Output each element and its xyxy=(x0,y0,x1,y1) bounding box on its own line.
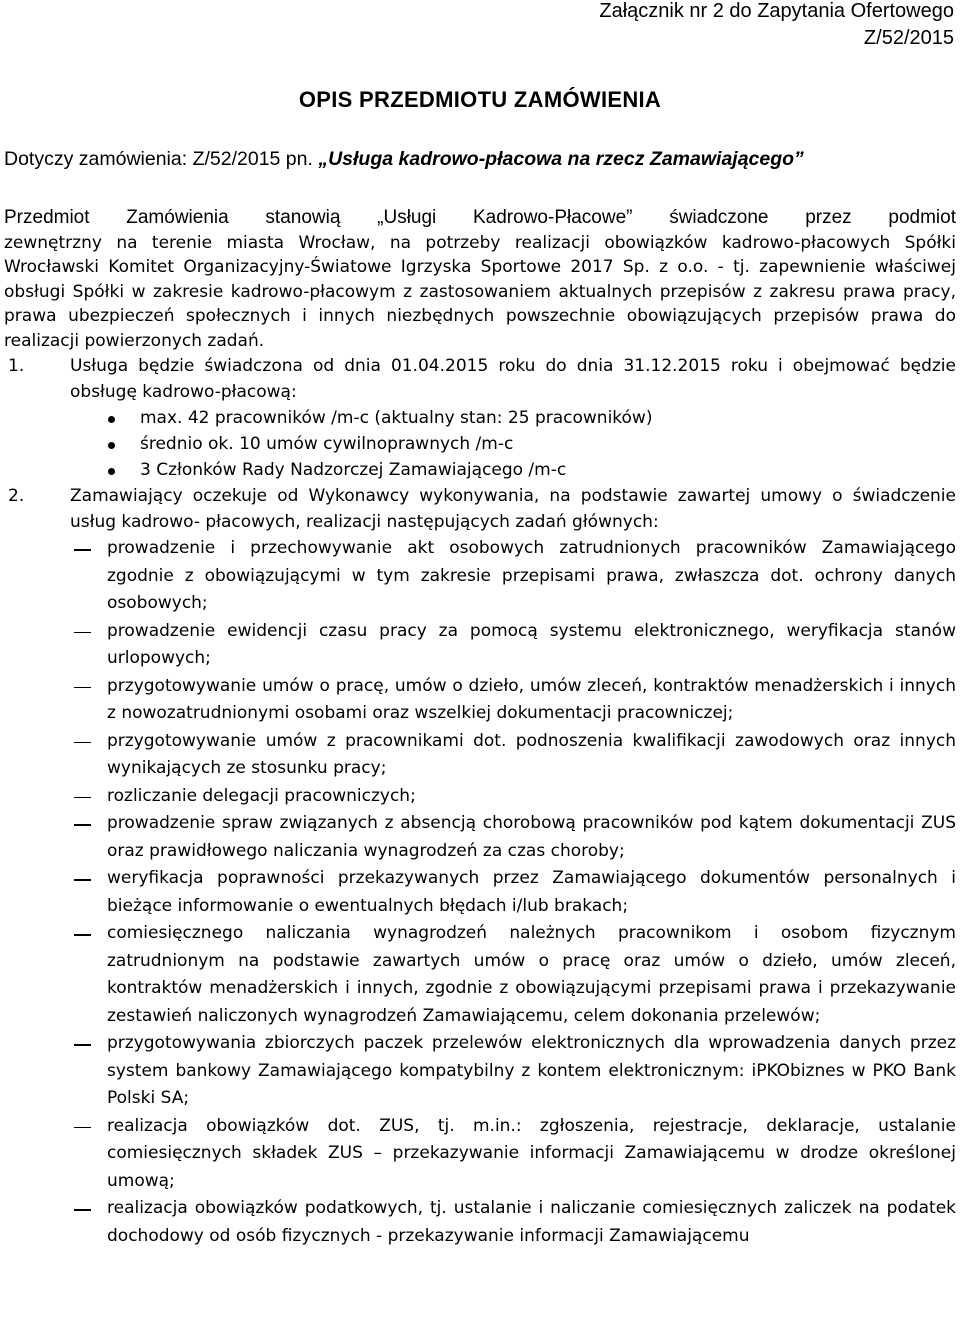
dash-icon xyxy=(74,879,91,881)
list-item xyxy=(70,431,956,457)
dash-text: przygotowywania zbiorczych paczek przelewów elektronicznych dla wprowadzenia danych przez system bankowy Zamawiającego kompatybilny z kontem elektronicznym: iPKObiznes w PKO Bank Polski SA; xyxy=(107,1033,956,1108)
list-item xyxy=(4,783,956,811)
dash-icon xyxy=(74,1127,91,1129)
dash-icon xyxy=(74,1044,91,1046)
item-text: Usługa będzie świadczona od dnia 01.04.2015 roku do dnia 31.12.2015 roku i obejmować będzie obsługę kadrowo-płacową: xyxy=(70,356,956,402)
dash-text: realizacja obowiązków dot. ZUS, tj. m.in.: zgłoszenia, rejestracje, deklaracje, ustalanie comiesięcznych składek ZUS – przekazywanie informacji Zamawiającemu w drodze określonej umową; xyxy=(107,1115,956,1191)
reference-number: Z/52/2015 xyxy=(863,27,954,49)
attachment-header xyxy=(4,0,956,52)
bullet-icon xyxy=(108,442,115,449)
dash-text: prowadzenie i przechowywanie akt osobowych zatrudnionych pracowników Zamawiającego zgodnie z obowiązującymi w tym zakresie przepisami prawa, zwłaszcza dot. ochrony danych osobowych; xyxy=(107,538,956,613)
list-item xyxy=(4,865,956,920)
list-item xyxy=(4,1195,956,1250)
regarding-line xyxy=(4,148,956,171)
item-number: 1. xyxy=(8,356,25,376)
dash-text: realizacja obowiązków podatkowych, tj. ustalanie i naliczanie comiesięcznych zaliczek na podatek dochodowy od osób fizycznych - przekazywanie informacji Zamawiającemu xyxy=(107,1198,956,1246)
intro-paragraph xyxy=(4,206,956,353)
bullet-icon xyxy=(108,416,115,423)
dash-icon xyxy=(74,632,91,634)
list-item xyxy=(70,457,956,483)
dash-icon xyxy=(74,934,91,936)
dash-text: przygotowywanie umów z pracownikami dot. podnoszenia kwalifikacji zawodowych oraz innych wynikających ze stosunku pracy; xyxy=(107,730,956,778)
dash-text: rozliczanie delegacji pracowniczych; xyxy=(107,785,416,806)
list-item xyxy=(4,728,956,783)
dash-text: weryfikacja poprawności przekazywanych przez Zamawiającego dokumentów personalnych i bieżące informowanie o ewentualnych błędach i/lub brakach; xyxy=(107,868,956,916)
list-item xyxy=(4,810,956,865)
dash-text: przygotowywanie umów o pracę, umów o dzieło, umów zleceń, kontraktów menadżerskich i innych z nowozatrudnionymi osobami oraz wszelkiej dokumentacji pracowniczej; xyxy=(107,675,956,723)
dash-text: comiesięcznego naliczania wynagrodzeń należnych pracownikom i osobom fizycznym zatrudnionym na podstawie zawartych umów o pracę oraz umów o dzieło, umów zleceń, kontraktów menadżerskich i innych, zgodnie z obowiązującymi przepisami prawa i przekazywanie zestawień naliczonych wynagrodzeń Zamawiającemu, celem dokonania przelewów; xyxy=(107,923,956,1026)
dash-text: prowadzenie spraw związanych z absencją chorobową pracowników pod kątem dokumentacji ZUS oraz prawidłowego naliczania wynagrodzeń za czas choroby; xyxy=(107,813,956,861)
dash-icon xyxy=(74,797,91,799)
list-item xyxy=(4,673,956,728)
intro-body: zewnętrzny na terenie miasta Wrocław, na potrzeby realizacji obowiązków kadrowo-płacowych Spółki Wrocławski Komitet Organizacyjny-Światowe Igrzyska Sportowe 2017 Sp. z o.o. - tj. zapewnienie właściwej obsługi Spółki w zakresie kadrowo-płacowym z zastosowaniem aktualnych przepisów z zakresu prawa pracy, prawa ubezpieczeń społecznych i innych niezbędnych powszechnie obowiązujących przepisów prawa do realizacji powierzonych zadań. xyxy=(4,232,956,351)
intro-first-line: Przedmiot Zamówienia stanowią „Usługi Kadrowo-Płacowe” świadczone przez podmiot xyxy=(4,207,956,228)
bullet-list xyxy=(4,405,956,483)
item-number: 2. xyxy=(8,486,25,506)
dash-icon xyxy=(74,824,91,826)
dash-text: prowadzenie ewidencji czasu pracy za pomocą systemu elektronicznego, weryfikacja stanów urlopowych; xyxy=(107,620,956,668)
item-text: Zamawiający oczekuje od Wykonawcy wykonywania, na podstawie zawartej umowy o świadczenie usług kadrowo- płacowych, realizacji następujących zadań głównych: xyxy=(70,486,956,532)
list-item xyxy=(4,535,956,618)
bullet-text: 3 Członków Rady Nadzorczej Zamawiającego /m-c xyxy=(140,460,567,480)
list-item xyxy=(70,405,956,431)
dash-list xyxy=(4,535,956,1250)
attachment-label: Załącznik nr 2 do Zapytania Ofertowego xyxy=(599,0,954,22)
numbered-item-2 xyxy=(4,483,956,535)
list-item xyxy=(4,618,956,673)
numbered-item-1 xyxy=(4,353,956,405)
bullet-text: max. 42 pracowników /m-c (aktualny stan: 25 pracowników) xyxy=(140,408,653,428)
list-item xyxy=(4,1030,956,1113)
document-title: OPIS PRZEDMIOTU ZAMÓWIENIA xyxy=(298,87,662,112)
bullet-text: średnio ok. 10 umów cywilnoprawnych /m-c xyxy=(140,434,514,454)
dash-icon xyxy=(74,742,91,744)
dash-icon xyxy=(74,1209,91,1211)
regarding-subject: „Usługa kadrowo-płacowa na rzecz Zamawiającego” xyxy=(318,148,804,170)
list-item xyxy=(4,920,956,1030)
dash-icon xyxy=(74,687,91,689)
bullet-icon xyxy=(108,468,115,475)
regarding-prefix: Dotyczy zamówienia: Z/52/2015 pn. xyxy=(4,148,319,170)
dash-icon xyxy=(74,549,91,551)
list-item xyxy=(4,1113,956,1196)
